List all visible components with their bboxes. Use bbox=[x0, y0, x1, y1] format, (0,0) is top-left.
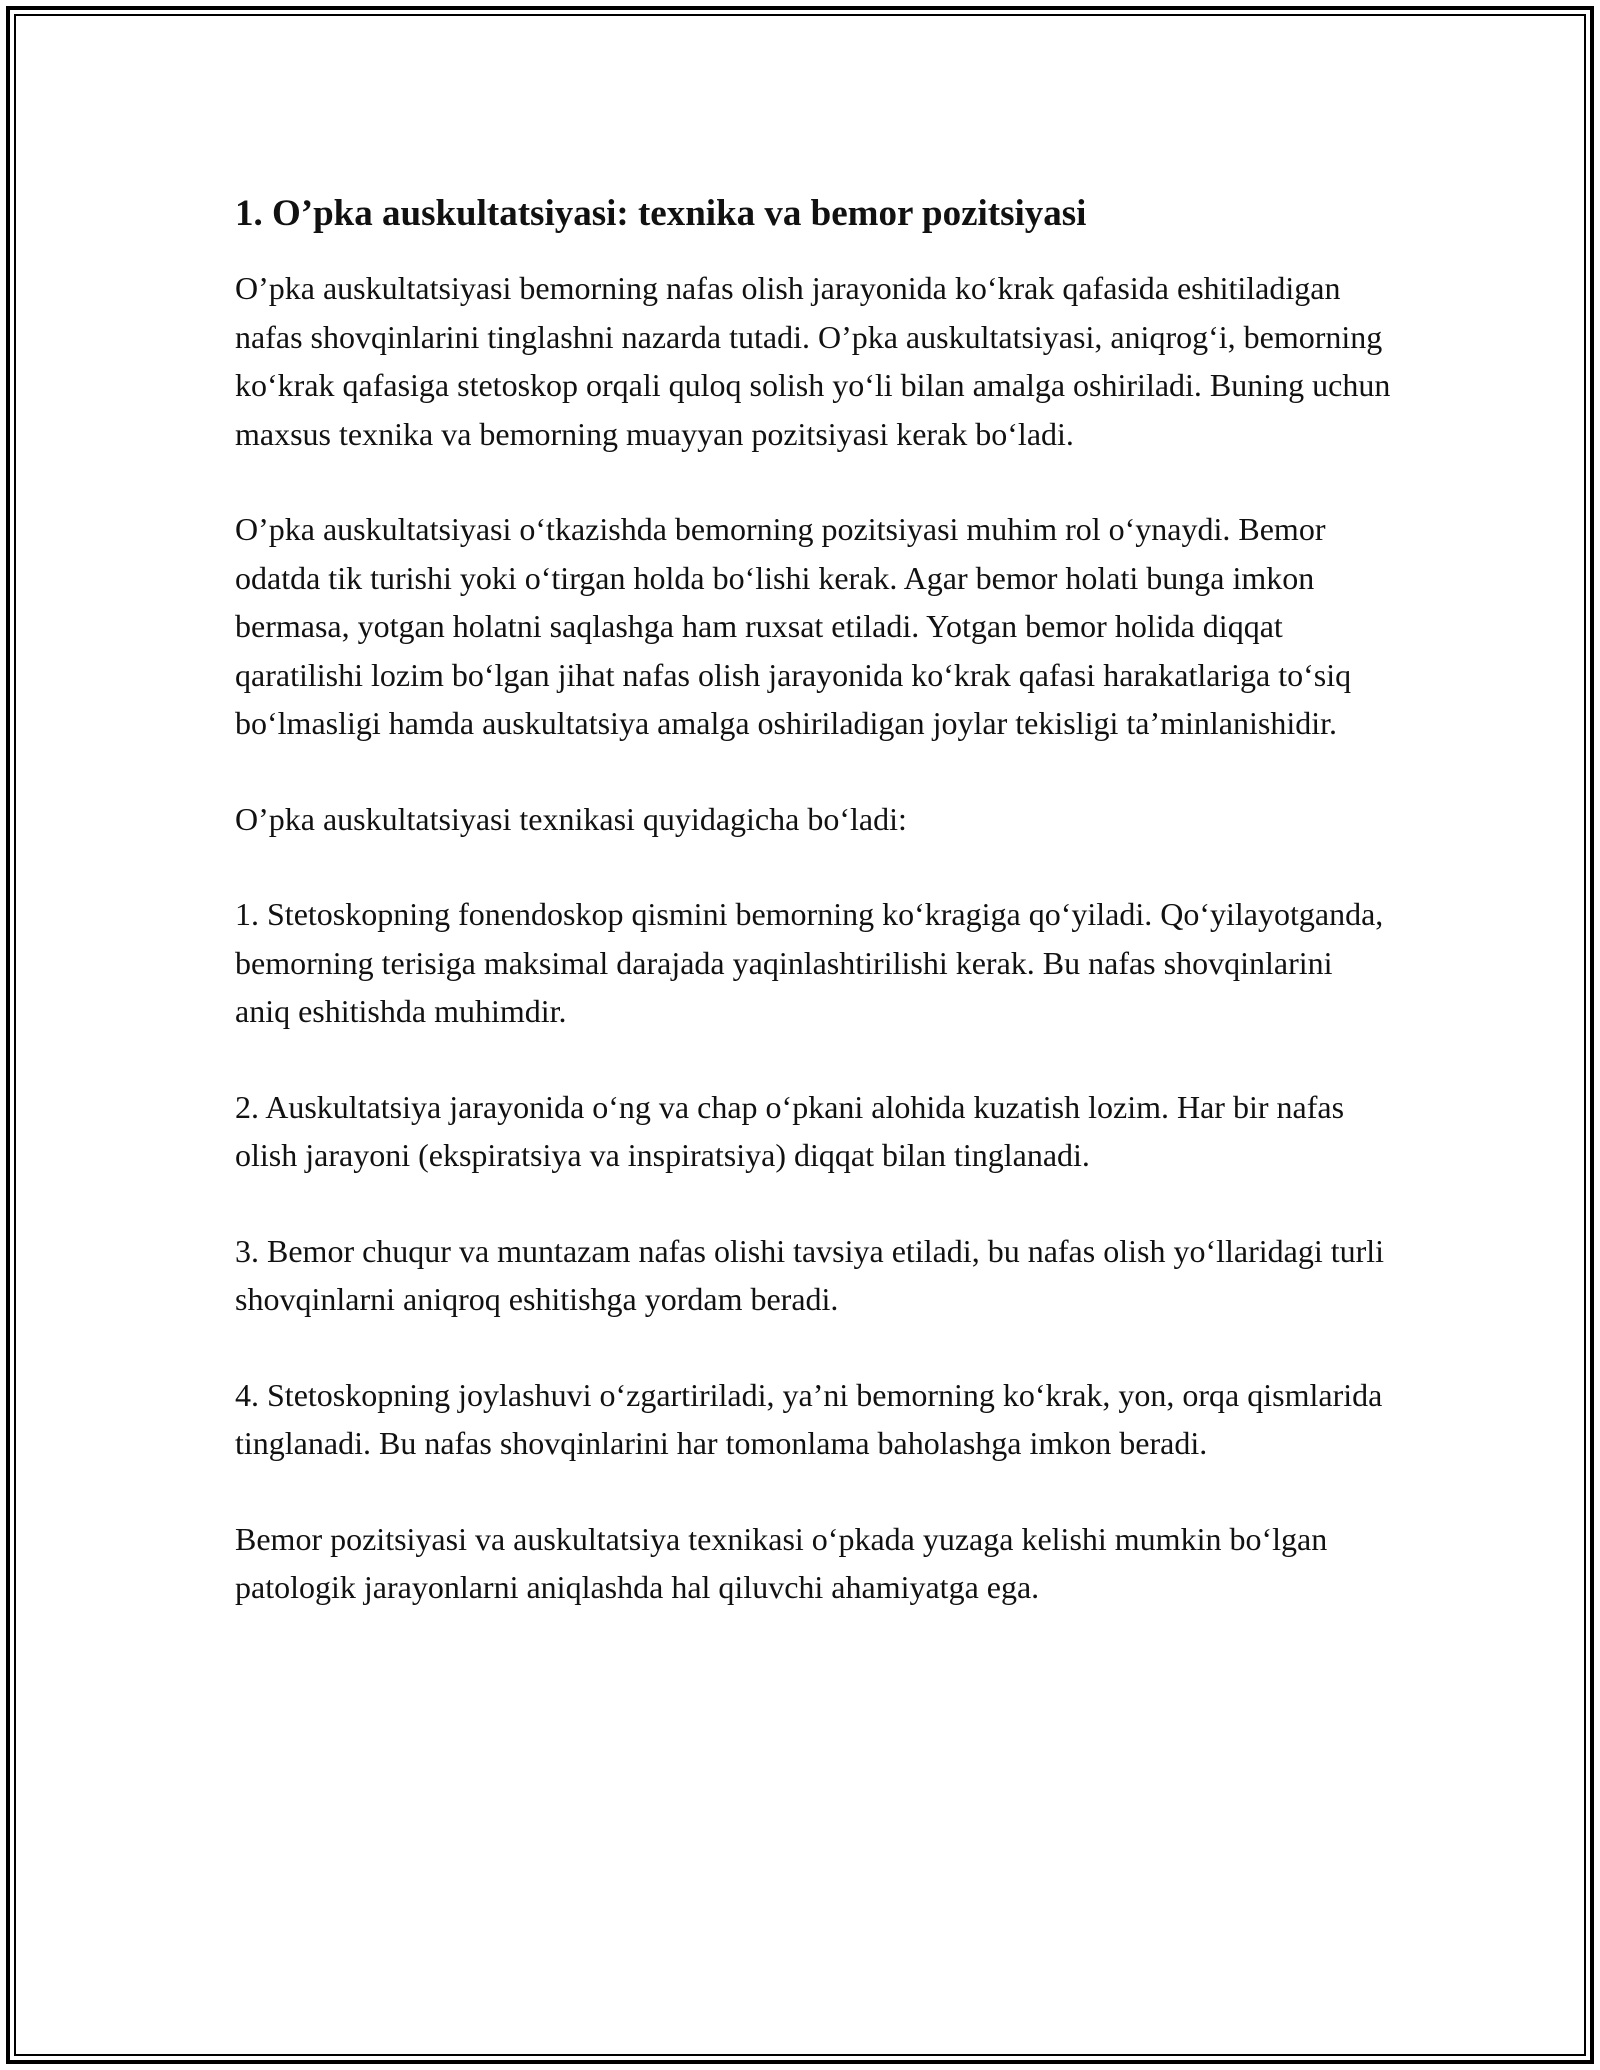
paragraph-conclusion: Bemor pozitsiyasi va auskultatsiya texnikasi o‘pkada yuzaga kelishi mumkin bo‘lgan patologik jarayonlarni aniqlashda hal qiluvchi ahamiyatga ega. bbox=[235, 1520, 1328, 1605]
document-body bbox=[235, 186, 1395, 1612]
list-item-step-3: 3. Bemor chuqur va muntazam nafas olishi tavsiya etiladi, bu nafas olish yo‘llaridagi turli shovqinlarni aniqroq eshitishga yordam beradi. bbox=[235, 1232, 1385, 1317]
paragraph-intro: O’pka auskultatsiyasi bemorning nafas olish jarayonida ko‘krak qafasida eshitiladigan nafas shovqinlarini tinglashni nazarda tutadi. O’pka auskultatsiyasi, aniqrog‘i, bemorning ko‘krak qafasiga stetoskop orqali quloq solish yo‘li bilan amalga oshiriladi. Buning uchun maxsus texnika va bemorning muayyan pozitsiyasi kerak bo‘ladi. bbox=[235, 270, 1391, 452]
list-item-step-2: 2. Auskultatsiya jarayonida o‘ng va chap o‘pkani alohida kuzatish lozim. Har bir nafas olish jarayoni (ekspiratsiya va inspiratsiya) diqqat bilan tinglanadi. bbox=[235, 1088, 1345, 1173]
list-item-step-1: 1. Stetoskopning fonendoskop qismini bemorning ko‘kragiga qo‘yiladi. Qo‘yilayotganda, bemorning terisiga maksimal darajada yaqinlashtirilishi kerak. Bu nafas shovqinlarini aniq eshitishda muhimdir. bbox=[235, 896, 1384, 1029]
section-title: 1. O’pka auskultatsiyasi: texnika va bemor pozitsiyasi bbox=[235, 193, 1087, 234]
paragraph-technique-intro: O’pka auskultatsiyasi texnikasi quyidagicha bo‘ladi: bbox=[235, 800, 907, 837]
list-item-step-4: 4. Stetoskopning joylashuvi o‘zgartiriladi, ya’ni bemorning ko‘krak, yon, orqa qismlarida tinglanadi. Bu nafas shovqinlarini har tomonlama baholashga imkon beradi. bbox=[235, 1376, 1383, 1461]
paragraph-position: O’pka auskultatsiyasi o‘tkazishda bemorning pozitsiyasi muhim rol o‘ynaydi. Bemor odatda tik turishi yoki o‘tirgan holda bo‘lishi kerak. Agar bemor holati bunga imkon bermasa, yotgan holatni saqlashga ham ruxsat etiladi. Yotgan bemor holida diqqat qaratilishi lozim bo‘lgan jihat nafas olish jarayonida ko‘krak qafasi harakatlariga to‘siq bo‘lmasligi hamda auskultatsiya amalga oshiriladigan joylar tekisligi ta’minlanishidir. bbox=[235, 511, 1352, 741]
